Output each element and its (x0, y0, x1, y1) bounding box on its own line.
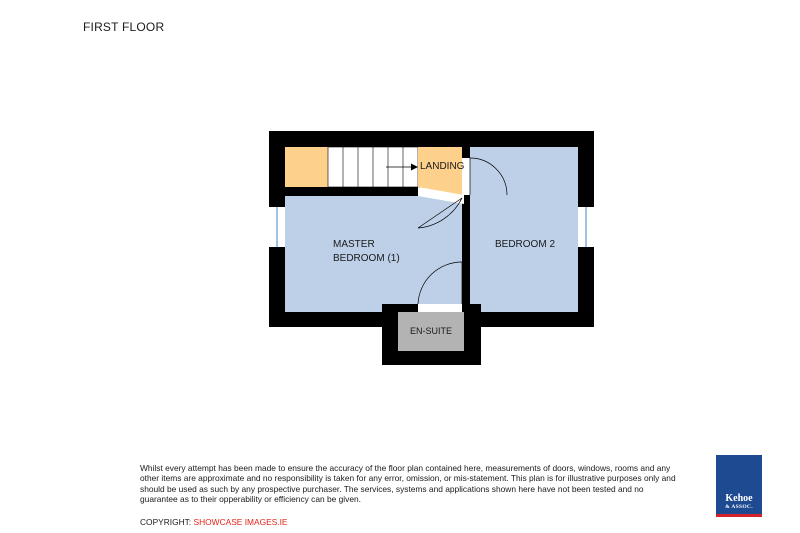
master-bedroom-label-line1: MASTER (333, 239, 375, 250)
stair-partition-wall (285, 187, 420, 196)
en-suite-door-opening (418, 304, 462, 312)
logo-subtitle: & ASSOC. (725, 504, 753, 510)
master-bedroom-label-line2: BEDROOM (1) (333, 253, 400, 264)
logo-name: Kehoe (725, 493, 753, 504)
stair-top-area (285, 147, 328, 187)
bedroom-2-label: BEDROOM 2 (495, 239, 556, 250)
left-window (268, 207, 285, 247)
en-suite-label: EN-SUITE (409, 326, 453, 336)
copyright-brand: SHOWCASE IMAGES.IE (193, 517, 288, 527)
disclaimer-text: Whilst every attempt has been made to ensure the accuracy of the floor plan contained here, measurements of doors, windows, rooms and any other items are approximate and no responsibility is taken for any error, omission, or mis-statement. This plan is for illustrative purposes only and should be used as such by any prospective purchaser. The services, systems and applications shown here have not been tested and no guarantee as to their opperability or efficiency can be given. (140, 463, 676, 505)
copyright-line (140, 517, 288, 527)
copyright-label: COPYRIGHT: (140, 517, 194, 527)
right-window (578, 207, 595, 247)
landing-label: LANDING (420, 161, 465, 172)
floor-title: FIRST FLOOR (83, 20, 165, 34)
bedroom-2-room (470, 147, 578, 312)
kehoe-logo (716, 455, 762, 517)
